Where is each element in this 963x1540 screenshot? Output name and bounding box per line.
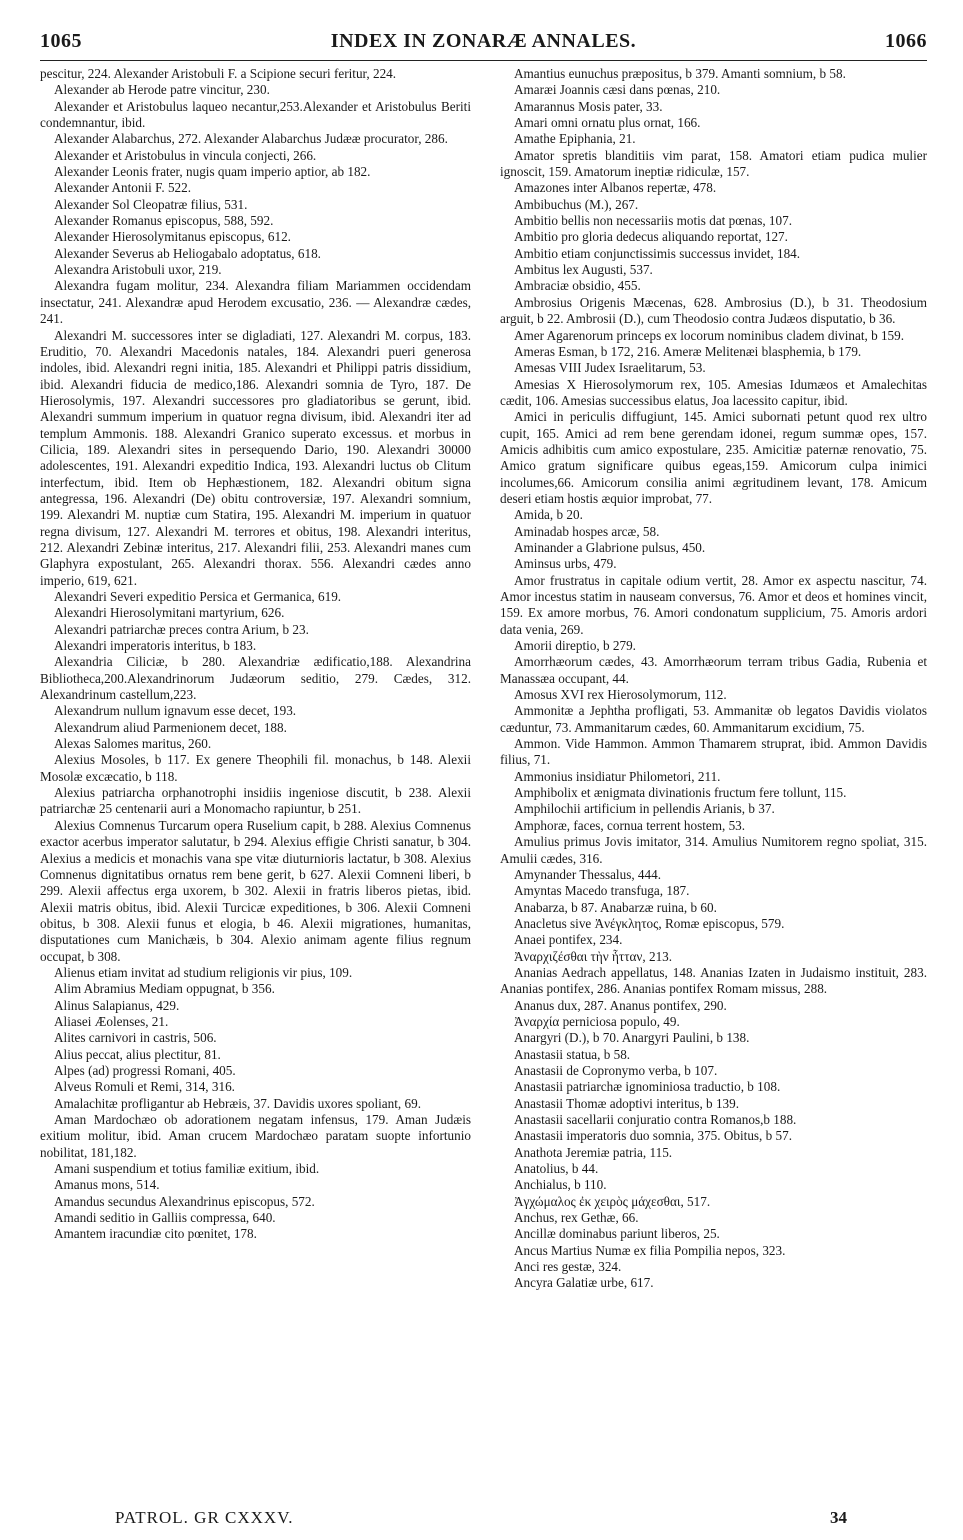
- index-entry: Alexander Antonii F. 522.: [54, 180, 192, 196]
- page-header: [40, 30, 927, 60]
- index-entry: Alius peccat, alius plectitur, 81.: [54, 1046, 221, 1062]
- index-entry: Alexandra fugam molitur, 234. Alexandra filiam Mariammen occidendam insectatur, 241. Alexandræ apud Herodem excusatio, 236. — Alexandræ cædes, 241.: [40, 278, 471, 327]
- index-entry: Amesias X Hierosolymorum rex, 105. Amesias Idumæos et Amalechitas cædit, 106. Amesias successibus elatus, Joa lacessito capitur, ibid.: [500, 376, 927, 408]
- index-entry: Amor frustratus in capitale odium vertit, 28. Amor ex aspectu nascitur, 74. Amor incestus statim in nauseam conversus, 76. Amor et deos et homines vincit, 159. Ex amore morbus, 76. Amori condonatum supplicium, 75. Amoris ardori data venia, 269.: [500, 572, 927, 637]
- index-entry: Amosus XVI rex Hierosolymorum, 112.: [514, 687, 727, 703]
- index-entry: Ameras Esman, b 172, 216. Ameræ Melitenæi blasphemia, b 179.: [514, 343, 862, 359]
- page-title: INDEX IN ZONARÆ ANNALES.: [330, 30, 637, 52]
- index-entry: Ambrosius Origenis Mæcenas, 628. Ambrosius (D.), b 31. Theodosium arguit, b 22. Ambrosii (D.), cum Theodosio contra Judæos disputatio, b 36.: [500, 294, 927, 327]
- footer-sheet-number: 34: [830, 1508, 847, 1527]
- index-entry: Alim Abramius Mediam oppugnat, b 356.: [54, 981, 275, 997]
- index-entry: Alexandrum aliud Parmenionem decet, 188.: [54, 719, 287, 735]
- index-entry: Alexander Alabarchus, 272. Alexander Alabarchus Judææ procurator, 286.: [54, 131, 448, 147]
- index-entry: Alexandri Hierosolymitani martyrium, 626.: [54, 605, 285, 621]
- index-entry: Anaei pontifex, 234.: [514, 932, 623, 948]
- index-entry: Alexius Comnenus Turcarum opera Ruselium capit, b 288. Alexius Comnenus exactor acerbus imperator salutatur, b 294. Alexius effigie Christi sanatur, b 304. Alexius a medicis et monachis vana spe vitæ diuturnioris lactatur, b 308. Alexius Comnenus dignitatibus ornatus rem bene gerit, b 627. Alexii Comneni liberi, b 299. Alexii affectus erga uxorem, b 302. Alexii in fratris liberos pietas, ibid. Alexii matris obitus, ibid. Alexii Turcicæ expeditiones, b 306. Alexii Comneni obitus, b 308. Alexii funus et elogia, b 46. Alexii migrationes, humanitas, disputationes cum Manichæis, b 304. Alexio animam agente filius regnum occupat, b 308.: [40, 817, 471, 964]
- index-entry: Ancus Martius Numæ ex filia Pompilia nepos, 323.: [514, 1242, 786, 1258]
- index-entry: Ambraciæ obsidio, 455.: [514, 278, 641, 294]
- index-entry: Amorii direptio, b 279.: [514, 638, 636, 654]
- index-entry: Alexander Hierosolymitanus episcopus, 612.: [54, 229, 291, 245]
- index-entry: Amynander Thessalus, 444.: [514, 866, 661, 882]
- index-entry: Anastasii Thomæ adoptivi interitus, b 139.: [514, 1095, 740, 1111]
- index-entry: Ambitio etiam conjunctissimis successus invidet, 184.: [514, 245, 801, 261]
- index-entry: Amandus secundus Alexandrinus episcopus, 572.: [54, 1193, 315, 1209]
- index-entry: Alexander Romanus episcopus, 588, 592.: [54, 213, 274, 229]
- index-entry: Alites carnivori in castris, 506.: [54, 1030, 217, 1046]
- index-entry: Amalachitæ profligantur ab Hebræis, 37. Davidis uxores spoliant, 69.: [54, 1095, 421, 1111]
- index-entry: Ananias Aedrach appellatus, 148. Ananias Izaten in Judaismo instituit, 283. Ananias pontifex, 286. Ananias pontifex Romam missus, 288.: [500, 964, 927, 997]
- right-column: [500, 66, 927, 1292]
- index-entry: Anathota Jeremiæ patria, 115.: [514, 1144, 673, 1160]
- index-entry: Ambitio bellis non necessariis motis dat pœnas, 107.: [514, 213, 793, 229]
- page-number-left: 1065: [40, 30, 82, 52]
- index-entry: Anchialus, b 110.: [514, 1177, 607, 1193]
- index-entry: Amorrhæorum cædes, 43. Amorrhæorum terram tribus Gadia, Rubenia et Manassæa occupant, 44.: [500, 654, 927, 686]
- index-entry: Ammonius insidiatur Philometori, 211.: [514, 768, 721, 784]
- index-entry: Alexandrum nullum ignavum esse decet, 193.: [54, 703, 297, 719]
- index-entry: Ἀναρχιζέσθαι τὴν ἧτταν, 213.: [514, 948, 673, 964]
- index-entry: Alveus Romuli et Remi, 314, 316.: [54, 1079, 235, 1095]
- index-entry: Ambitus lex Augusti, 537.: [514, 262, 653, 278]
- index-entry: Alexandri imperatoris interitus, b 183.: [54, 638, 257, 654]
- index-entry: Amyntas Macedo transfuga, 187.: [514, 883, 690, 899]
- index-entry: Amida, b 20.: [514, 507, 583, 523]
- index-entry: Amulius primus Jovis imitator, 314. Amulius Numitorem regno spoliat, 315. Amulii cædes, 316.: [500, 834, 927, 866]
- index-entry: Ancyra Galatiæ urbe, 617.: [514, 1275, 654, 1291]
- index-entry: Alpes (ad) progressi Romani, 405.: [54, 1062, 236, 1078]
- index-entry: Alexander Severus ab Heliogabalo adoptatus, 618.: [54, 245, 321, 261]
- index-entry: Alinus Salapianus, 429.: [54, 997, 180, 1013]
- index-entry: Alexander et Aristobulus in vincula conjecti, 266.: [54, 147, 317, 163]
- index-entry: Amphibolix et ænigmata divinationis fructum fere tollunt, 115.: [514, 785, 847, 801]
- index-entry: Ambibuchus (M.), 267.: [514, 196, 639, 212]
- index-entry: Aliasei Æolenses, 21.: [54, 1013, 169, 1029]
- index-entry: Alexandra Aristobuli uxor, 219.: [54, 262, 222, 278]
- index-entry: Ambitio pro gloria dedecus aliquando reportat, 127.: [514, 229, 788, 245]
- index-entry: Amari omni ornatu plus ornat, 166.: [514, 115, 701, 131]
- index-entry: Ammon. Vide Hammon. Ammon Thamarem struprat, ibid. Ammon Davidis filius, 71.: [500, 736, 927, 768]
- index-entry: Alexander Sol Cleopatræ filius, 531.: [54, 196, 248, 212]
- index-entry: Amazones inter Albanos repertæ, 478.: [514, 180, 717, 196]
- index-entry: Amphoræ, faces, cornua terrent hostem, 53.: [514, 817, 746, 833]
- index-entry: Alexas Salomes maritus, 260.: [54, 736, 212, 752]
- index-entry: pescitur, 224. Alexander Aristobuli F. a Scipione securi feritur, 224.: [40, 66, 397, 81]
- index-entry: Amaræi Joannis cæsi dans pœnas, 210.: [514, 82, 721, 98]
- index-entry: Anastasii statua, b 58.: [514, 1046, 631, 1062]
- index-entry: Ἀναρχία perniciosa populo, 49.: [514, 1013, 680, 1029]
- index-entry: Alexandri patriarchæ preces contra Arium, b 23.: [54, 621, 309, 637]
- footer-volume: PATROL. GR CXXXV.: [115, 1508, 294, 1527]
- index-entry: Amator spretis blanditiis vim parat, 158. Amatori etiam pudica mulier ignoscit, 159. Amatorum ineptiæ ridiculæ, 157.: [500, 147, 927, 180]
- index-entry: Ananus dux, 287. Ananus pontifex, 290.: [514, 997, 727, 1013]
- index-entry: Amandi seditio in Galliis compressa, 640.: [54, 1210, 276, 1226]
- index-entry: Amer Agarenorum princeps ex locorum nominibus cladem divinat, b 159.: [514, 327, 905, 343]
- index-entry: Anabarza, b 87. Anabarzæ ruina, b 60.: [514, 899, 717, 915]
- index-entry: Amarannus Mosis pater, 33.: [514, 98, 663, 114]
- index-entry: Alexander ab Herode patre vincitur, 230.: [54, 82, 270, 98]
- index-entry: Anastasii de Copronymo verba, b 107.: [514, 1062, 718, 1078]
- index-entry: Anatolius, b 44.: [514, 1161, 599, 1177]
- index-entry: Amani suspendium et totius familiæ exitium, ibid.: [54, 1161, 320, 1177]
- index-entry: Amantem iracundiæ cito pœnitet, 178.: [54, 1226, 257, 1242]
- index-entry: Amantius eunuchus præpositus, b 379. Amanti somnium, b 58.: [514, 66, 846, 81]
- index-entry: Amesas VIII Judex Israelitarum, 53.: [514, 360, 706, 376]
- index-entry: Alexandri Severi expeditio Persica et Germanica, 619.: [54, 589, 342, 604]
- index-entry: Anargyri (D.), b 70. Anargyri Paulini, b 138.: [514, 1030, 750, 1046]
- index-entry: Alexandria Ciliciæ, b 280. Alexandriæ ædificatio,188. Alexandrina Bibliotheca,200.Alexandrinorum Judæorum seditio, 279. Cædes, 312. Alexandrinum castellum,223.: [40, 654, 471, 703]
- index-entry: Anastasii patriarchæ ignominiosa traductio, b 108.: [514, 1079, 781, 1095]
- index-entry: Alienus etiam invitat ad studium religionis vir pius, 109.: [54, 964, 353, 980]
- index-entry: Alexander Leonis frater, nugis quam imperio aptior, ab 182.: [54, 164, 371, 180]
- header-rule: [40, 60, 927, 61]
- index-entry: Ammonitæ a Jephtha profligati, 53. Ammanitæ ob legatos Davidis violatos cæduntur, 73. Ammanitarum cædes, 60. Ammanitarum excidium, 75.: [500, 703, 927, 735]
- page-footer: [40, 1508, 927, 1532]
- index-entry: Alexander et Aristobulus laqueo necantur,253.Alexander et Aristobulus Beriti condemnantur, ibid.: [40, 98, 471, 131]
- index-entry: Anastasii imperatoris duo somnia, 375. Obitus, b 57.: [514, 1128, 793, 1144]
- index-entry: Amphilochii artificium in pellendis Arianis, b 37.: [514, 801, 775, 817]
- index-entry: Aman Mardochæo ob adorationem negatam infensus, 179. Aman Judæis exitium molitur, ibid. Aman crucem Mardochæo paratam suopte infortunio nobilitat, 181,182.: [40, 1112, 471, 1160]
- index-entry: Amanus mons, 514.: [54, 1177, 160, 1193]
- index-entry: Aminadab hospes arcæ, 58.: [514, 523, 660, 539]
- page-number-right: 1066: [885, 30, 927, 52]
- index-entry: Aminsus urbs, 479.: [514, 556, 617, 572]
- index-entry: Alexius Mosoles, b 117. Ex genere Theophili fil. monachus, b 148. Alexii Mosolæ excæcatio, b 118.: [40, 752, 471, 784]
- index-entry: Ἀγχώμαλος ἐκ χειρὸς μάχεσθαι, 517.: [514, 1193, 711, 1209]
- index-entry: Anacletus sive Ἀνέγκλητος, Romæ episcopus, 579.: [514, 915, 785, 931]
- index-entry: Amici in periculis diffugiunt, 145. Amici subornati petunt quod rex ultro cupit, 165. Amici ad rem bene gerendam idonei, regum summæ opes, 157. Amicis adhibitis cum amico expostulare, 235. Amicitiæ paternæ renovatio, 75. Amico gratum significare quibus egeas,159. Amicorum culpa inimici incolumes,66. Amicorum consilia animi ægritudinem levant, 178. Amicum deseri etiam hostis æquior improbat, 77.: [500, 409, 927, 506]
- index-entry: Anastasii sacellarii conjuratio contra Romanos,b 188.: [514, 1112, 797, 1127]
- index-entry: Amathe Epiphania, 21.: [514, 131, 636, 147]
- left-column: [40, 66, 471, 1243]
- index-entry: Alexius patriarcha orphanotrophi insidiis ingeniose discutit, b 238. Alexii patriarchæ 25 centenarii auri a Monomacho rapiuntur, b 251.: [40, 785, 471, 817]
- index-entry: Aminander a Glabrione pulsus, 450.: [514, 539, 706, 555]
- index-entry: Alexandri M. successores inter se digladiati, 127. Alexandri M. corpus, 183. Eruditio, 70. Alexandri Macedonis natales, 184. Alexandri pueri generosa indoles, ibid. Alexandri regni initia, 185. Alexandri et Philippi patris dissidium, ibid. Alexandri fiducia de medico,186. Alexandri somnia de Tyro, 187. De Hierosolymis, 197. Alexandri successores pro gladiatoribus se gerunt, ibid. Alexandri summum imperium in quatuor regna divisum, ibid. Alexandri iter ad templum Ammonis. 188. Alexandri Granico superato excessus. et morbus in Cilicia, 189. Alexandri sites in persequendo Dario, 190. Alexandri 30000 adolescentes, 191. Alexandri expeditio Indica, 193. Alexandri luctus ob Clitum interfectum, ibid. Item ob Hephæstionem, 182. Alexandri obitum signa antegressa, 196. Alexandri (De) obitu controversiæ, 197. Alexandri somnium, 199. Alexandri M. nuptiæ cum Statira, 195. Alexandri M. imperium in quatuor regna divisum, 127. Alexandri M. terrores et obitus, 198. Alexandri interitus, 212. Alexandri Zebinæ interitus, 217. Alexandri filii, 253. Alexandri manes cum Glaphyra expostulant, 265. Alexandri thorax. 556. Alexandri cædes anno imperio, 619, 621.: [40, 327, 471, 588]
- index-entry: Anci res gestæ, 324.: [514, 1259, 622, 1275]
- index-entry: Ancillæ dominabus pariunt liberos, 25.: [514, 1226, 720, 1242]
- index-entry: Anchus, rex Gethæ, 66.: [514, 1210, 639, 1226]
